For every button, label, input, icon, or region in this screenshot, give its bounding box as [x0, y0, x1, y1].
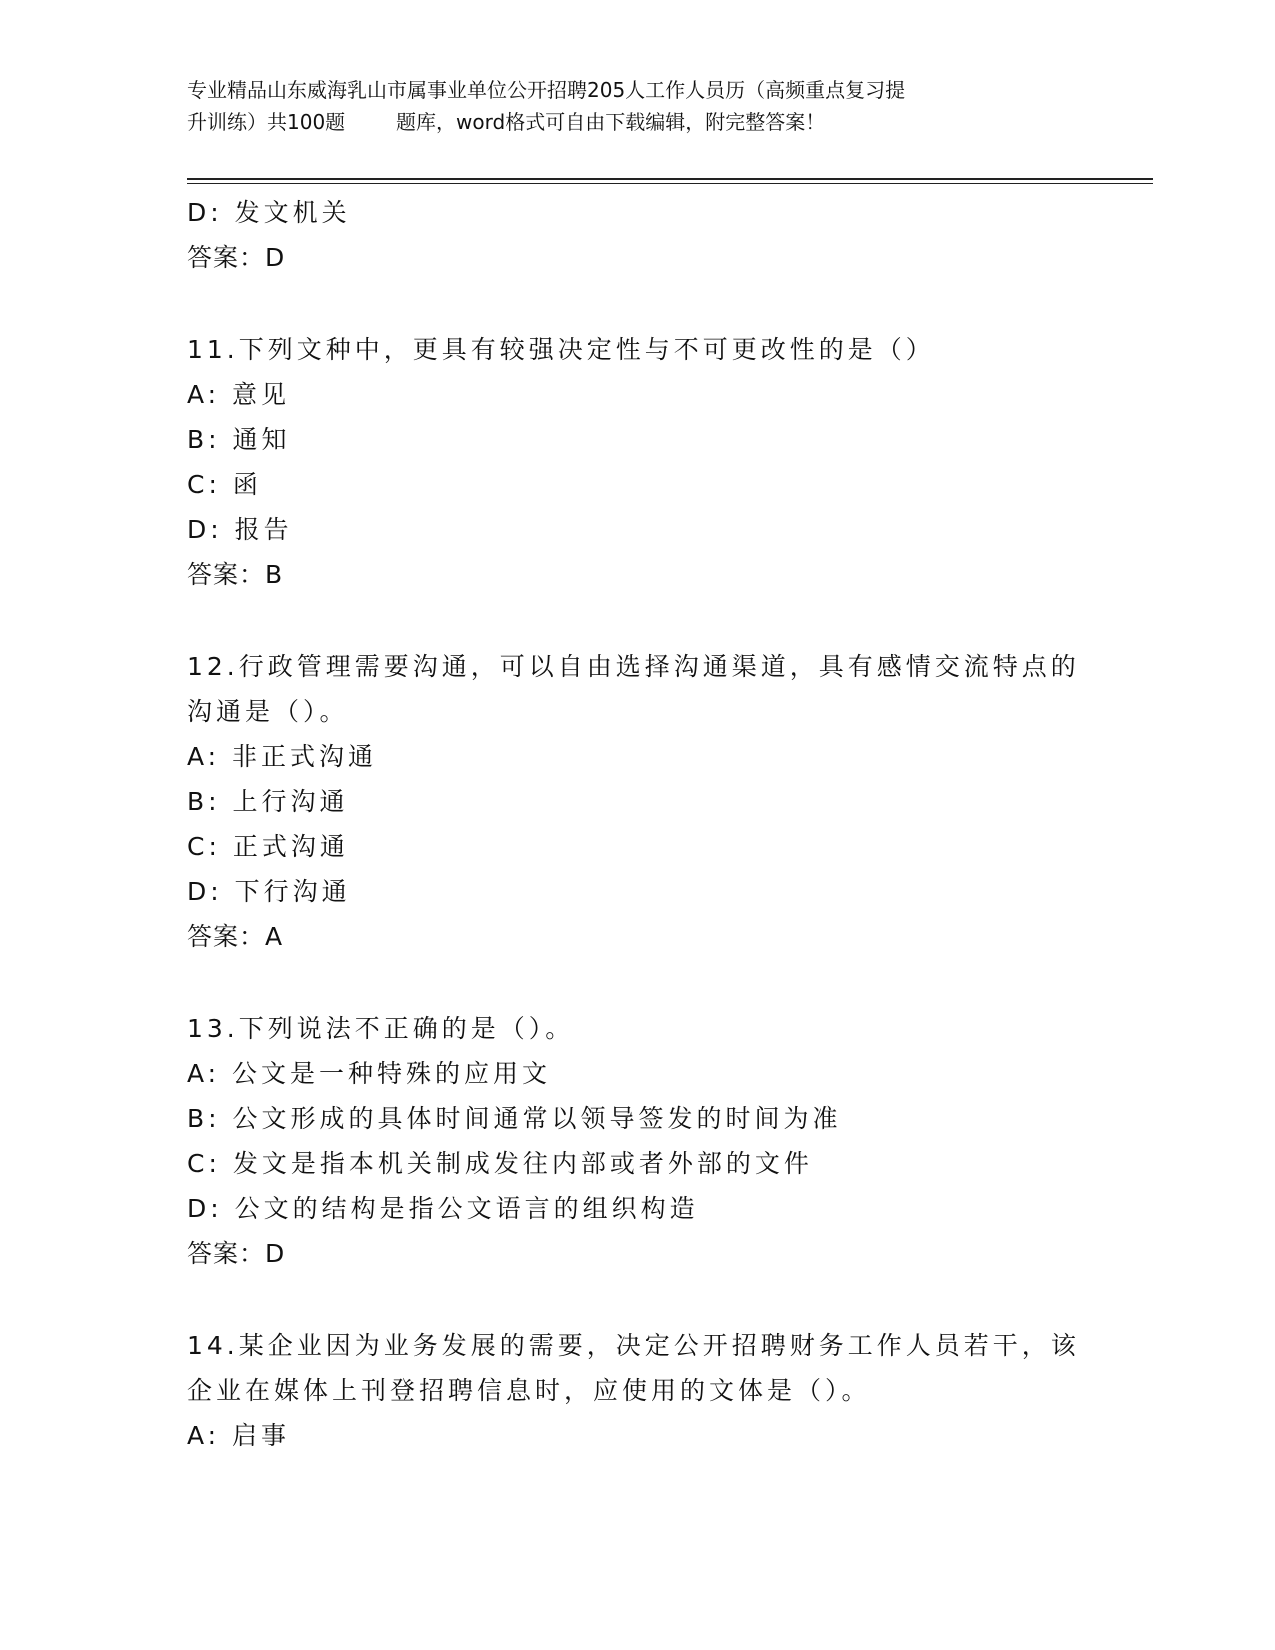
option-d: D: 下行沟通	[187, 877, 351, 906]
option-a: A: 公文是一种特殊的应用文	[187, 1059, 552, 1088]
question-stem: 11.下列文种中，更具有较强决定性与不可更改性的是（）	[187, 335, 935, 364]
question-stem: 13.下列说法不正确的是（）。	[187, 1014, 575, 1043]
question-content	[187, 190, 1127, 1458]
answer-line: 答案：D	[187, 1239, 286, 1268]
option-c: C: 发文是指本机关制成发往内部或者外部的文件	[187, 1149, 813, 1178]
question-stem: 12.行政管理需要沟通，可以自由选择沟通渠道，具有感情交流特点的	[187, 652, 1080, 681]
spacer	[187, 1276, 1127, 1323]
option-c: C: 函	[187, 470, 262, 499]
option-a: A: 启事	[187, 1421, 291, 1450]
option-d: D: 公文的结构是指公文语言的组织构造	[187, 1194, 699, 1223]
header-divider-thin	[187, 183, 1153, 184]
question-stem: 14.某企业因为业务发展的需要，决定公开招聘财务工作人员若干，该	[187, 1331, 1080, 1360]
answer-line: 答案：B	[187, 560, 284, 589]
option-a: A: 意见	[187, 380, 291, 409]
option-b: B: 通知	[187, 425, 291, 454]
question-block-12	[187, 644, 1127, 959]
option-c: C: 正式沟通	[187, 832, 349, 861]
header-title-line-1: 专业精品山东威海乳山市属事业单位公开招聘205人工作人员历（高频重点复习提	[187, 78, 906, 102]
header-divider-thick	[187, 178, 1153, 180]
option-d: D: 报告	[187, 515, 293, 544]
option-a: A: 非正式沟通	[187, 742, 378, 771]
spacer	[187, 597, 1127, 644]
spacer	[187, 280, 1127, 327]
question-stem-continued: 企业在媒体上刊登招聘信息时，应使用的文体是（）。	[187, 1376, 871, 1405]
option-b: B: 公文形成的具体时间通常以领导签发的时间为准	[187, 1104, 842, 1133]
spacer	[187, 959, 1127, 1006]
question-stem-continued: 沟通是（）。	[187, 697, 349, 726]
answer-line: 答案：D	[187, 243, 286, 272]
header-title-line-2: 升训练）共100题 题库，word格式可自由下载编辑，附完整答案！	[187, 110, 826, 134]
answer-line: 答案：A	[187, 922, 284, 951]
question-block-14	[187, 1323, 1127, 1458]
option-b: B: 上行沟通	[187, 787, 349, 816]
question-block-11	[187, 327, 1127, 597]
option-d: D: 发文机关	[187, 198, 351, 227]
document-header	[187, 74, 1087, 138]
question-block-13	[187, 1006, 1127, 1276]
